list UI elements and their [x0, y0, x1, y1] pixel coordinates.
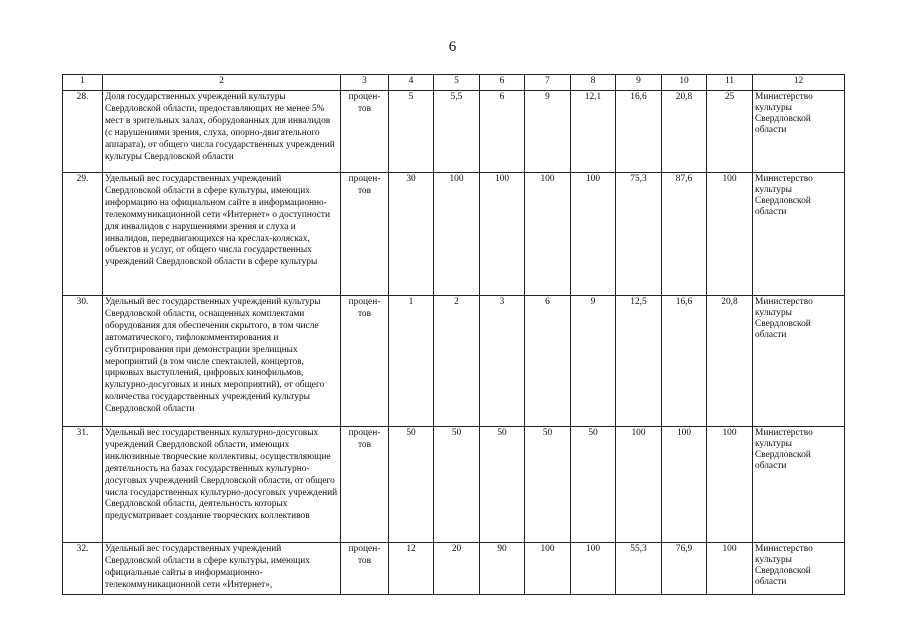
- table-row: [63, 543, 845, 595]
- unit-of-measure: процен-тов: [341, 173, 389, 296]
- indicator-value: 100: [707, 543, 753, 595]
- indicator-value: 25: [707, 91, 753, 173]
- column-number-8: 8: [571, 75, 616, 91]
- column-number-10: 10: [662, 75, 707, 91]
- indicator-value: 100: [662, 427, 707, 543]
- indicator-value: 50: [389, 427, 434, 543]
- row-number: 30.: [63, 296, 103, 427]
- indicator-value: 9: [571, 296, 616, 427]
- responsible-executive: Министерство культуры Свердловской области: [753, 173, 845, 296]
- indicator-value: 6: [525, 296, 571, 427]
- indicator-value: 50: [525, 427, 571, 543]
- indicator-value: 12,1: [571, 91, 616, 173]
- indicator-value: 20,8: [707, 296, 753, 427]
- column-number-6: 6: [480, 75, 525, 91]
- indicator-value: 76,9: [662, 543, 707, 595]
- indicator-description: Удельный вес государственных культурно-досуговых учреждений Свердловской области, имеющих инклюзивные творческие коллективы, осуществляющие деятельность на базах государственных культурно-досуговых учреждений Свердловской области, от общего числа государственных культурно-досуговых учреждений Свердловской области, деятельность которых предусматривает создание творческих коллективов: [103, 427, 341, 543]
- column-number-11: 11: [707, 75, 753, 91]
- table-row: [63, 427, 845, 543]
- table-body: [63, 75, 845, 595]
- indicator-table: [62, 74, 845, 595]
- column-number-12: 12: [753, 75, 845, 91]
- unit-of-measure: процен-тов: [341, 91, 389, 173]
- page-number: 6: [448, 39, 457, 55]
- responsible-executive: Министерство культуры Свердловской области: [753, 543, 845, 595]
- indicator-value: 87,6: [662, 173, 707, 296]
- indicator-value: 100: [616, 427, 662, 543]
- indicator-value: 75,3: [616, 173, 662, 296]
- column-number-1: 1: [63, 75, 103, 91]
- indicator-value: 6: [480, 91, 525, 173]
- responsible-executive: Министерство культуры Свердловской области: [753, 427, 845, 543]
- column-number-header-row: [63, 75, 845, 91]
- indicator-value: 100: [480, 173, 525, 296]
- column-number-4: 4: [389, 75, 434, 91]
- column-number-3: 3: [341, 75, 389, 91]
- indicator-value: 100: [707, 173, 753, 296]
- indicator-value: 20,8: [662, 91, 707, 173]
- indicator-value: 100: [571, 173, 616, 296]
- row-number: 31.: [63, 427, 103, 543]
- indicator-value: 55,3: [616, 543, 662, 595]
- indicator-value: 16,6: [616, 91, 662, 173]
- table-row: [63, 296, 845, 427]
- indicator-value: 50: [571, 427, 616, 543]
- unit-of-measure: процен-тов: [341, 543, 389, 595]
- table-row: [63, 173, 845, 296]
- column-number-9: 9: [616, 75, 662, 91]
- column-number-7: 7: [525, 75, 571, 91]
- indicator-value: 9: [525, 91, 571, 173]
- indicator-value: 100: [571, 543, 616, 595]
- row-number: 28.: [63, 91, 103, 173]
- table-row: [63, 91, 845, 173]
- unit-of-measure: процен-тов: [341, 427, 389, 543]
- indicator-value: 5: [389, 91, 434, 173]
- row-number: 32.: [63, 543, 103, 595]
- responsible-executive: Министерство культуры Свердловской области: [753, 296, 845, 427]
- indicator-value: 50: [480, 427, 525, 543]
- indicator-value: 16,6: [662, 296, 707, 427]
- indicator-value: 5,5: [434, 91, 480, 173]
- indicator-value: 12: [389, 543, 434, 595]
- indicator-value: 100: [525, 543, 571, 595]
- column-number-5: 5: [434, 75, 480, 91]
- indicator-value: 20: [434, 543, 480, 595]
- indicator-description: Удельный вес государственных учреждений Свердловской области в сфере культуры, имеющих информацию на официальном сайте в информационно-телекоммуникационной сети «Интернет» о доступности для инвалидов с нарушениями зрения и слуха и инвалидов, передвигающихся на креслах-колясках, объектов и услуг, от общего числа государственных учреждений Свердловской области в сфере культуры: [103, 173, 341, 296]
- indicator-value: 100: [707, 427, 753, 543]
- indicator-value: 30: [389, 173, 434, 296]
- indicator-description: Удельный вес государственных учреждений Свердловской области в сфере культуры, имеющих официальные сайты в информационно-телекоммуникационной сети «Интернет»,: [103, 543, 341, 595]
- column-number-2: 2: [103, 75, 341, 91]
- indicator-value: 50: [434, 427, 480, 543]
- indicator-value: 2: [434, 296, 480, 427]
- indicator-description: Удельный вес государственных учреждений культуры Свердловской области, оснащенных комплектами оборудования для обеспечения скрытого, в том числе автоматического, тифлокомментирования и субтитрирования при демонстрации зрелищных мероприятий (в том числе спектаклей, концертов, цирковых выступлений, цифровых кинофильмов, культурно-досуговых и иных мероприятий), от общего количества государственных учреждений культуры Свердловской области: [103, 296, 341, 427]
- row-number: 29.: [63, 173, 103, 296]
- unit-of-measure: процен-тов: [341, 296, 389, 427]
- indicator-value: 100: [434, 173, 480, 296]
- indicator-value: 100: [525, 173, 571, 296]
- indicator-description: Доля государственных учреждений культуры Свердловской области, предоставляющих не менее 5% мест в зрительных залах, оборудованных для инвалидов (с нарушениями зрения, слуха, опорно-двигательного аппарата), от общего числа государственных учреждений культуры Свердловской области: [103, 91, 341, 173]
- indicator-value: 90: [480, 543, 525, 595]
- indicator-value: 3: [480, 296, 525, 427]
- responsible-executive: Министерство культуры Свердловской области: [753, 91, 845, 173]
- indicator-value: 12,5: [616, 296, 662, 427]
- indicator-value: 1: [389, 296, 434, 427]
